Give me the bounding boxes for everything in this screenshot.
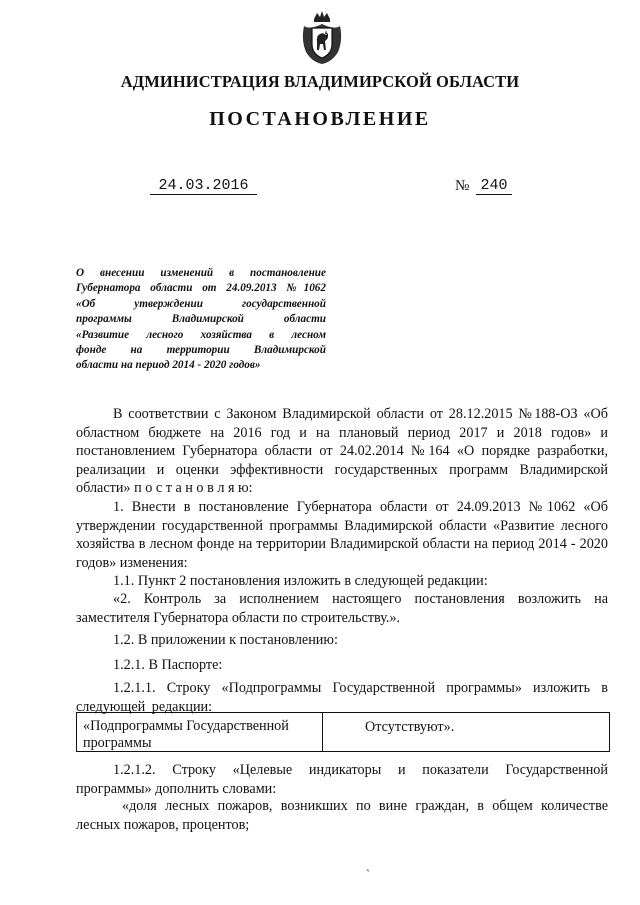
subject-line: «Об утверждении государственной (76, 297, 326, 310)
document-type: ПОСТАНОВЛЕНИЕ (209, 108, 431, 130)
table-cell-subprograms-label: «Подпрограммы Государственной программы (77, 713, 323, 751)
paragraph-1-2-1: 1.2.1. В Паспорте: (113, 657, 223, 673)
preamble-paragraph (76, 405, 608, 498)
paragraph-1-2: 1.2. В приложении к постановлению: (113, 632, 338, 648)
organization-name: АДМИНИСТРАЦИЯ ВЛАДИМИРСКОЙ ОБЛАСТИ (120, 72, 520, 91)
paragraph-1-1: 1.1. Пункт 2 постановления изложить в следующей редакции: (113, 573, 488, 589)
quoted-indicator: «доля лесных пожаров, возникших по вине граждан, в общем количестве лесных пожаров, процентов; (76, 798, 608, 833)
subject-line: области на период 2014 - 2020 годов» (76, 359, 261, 372)
paragraph-1-1-quote: «2. Контроль за исполнением настоящего постановления возложить на заместителя Губернатора области по строительству.». (76, 591, 608, 626)
paragraph-1: 1. Внести в постановление Губернатора области от 24.09.2013 №1062 «Об утверждении государственной программы Владимирской области «Развитие лесного хозяйства в лесном фонде на территории Владимирской области на период 2014 - 2020 годов» изменения: (76, 499, 608, 571)
preamble-text: В соответствии с Законом Владимирской области от 28.12.2015 №188-ОЗ «Об областном бюджете на 2016 год и на плановый период 2017 и 2018 годов» и постановлением Губернатора области от 24.02.2014 №164 «О порядке разработки, реализации и оценки эффективности государственных программ Владимирской области» (76, 406, 608, 496)
document-number: 240 (476, 177, 512, 195)
subject-line: Губернатора области от 24.09.2013 №1062 (76, 282, 326, 295)
document-subject (76, 266, 326, 374)
document-number-label: № (455, 178, 470, 194)
subject-line: фонде на территории Владимирской (76, 344, 326, 357)
paragraph-1-2-1-2: 1.2.1.2. Строку «Целевые индикаторы и показатели Государственной программы» дополнить словами: (76, 762, 608, 797)
subject-line: «Развитие лесного хозяйства в лесном (76, 328, 326, 341)
paragraph-1-2-1-1: 1.2.1.1. Строку «Подпрограммы Государственной программы» изложить в следующей редакции: (76, 680, 608, 715)
decree-word: п о с т а н о в л я ю: (134, 480, 253, 496)
table-cell-subprograms-value: Отсутствуют». (365, 719, 455, 735)
page-mark: ˎ (366, 858, 370, 872)
document-date: 24.03.2016 (150, 177, 257, 195)
subprograms-table (76, 712, 610, 752)
coat-of-arms-icon (300, 10, 344, 66)
subject-line: О внесении изменений в постановление (76, 267, 326, 279)
subject-line: программы Владимирской области (76, 313, 326, 326)
